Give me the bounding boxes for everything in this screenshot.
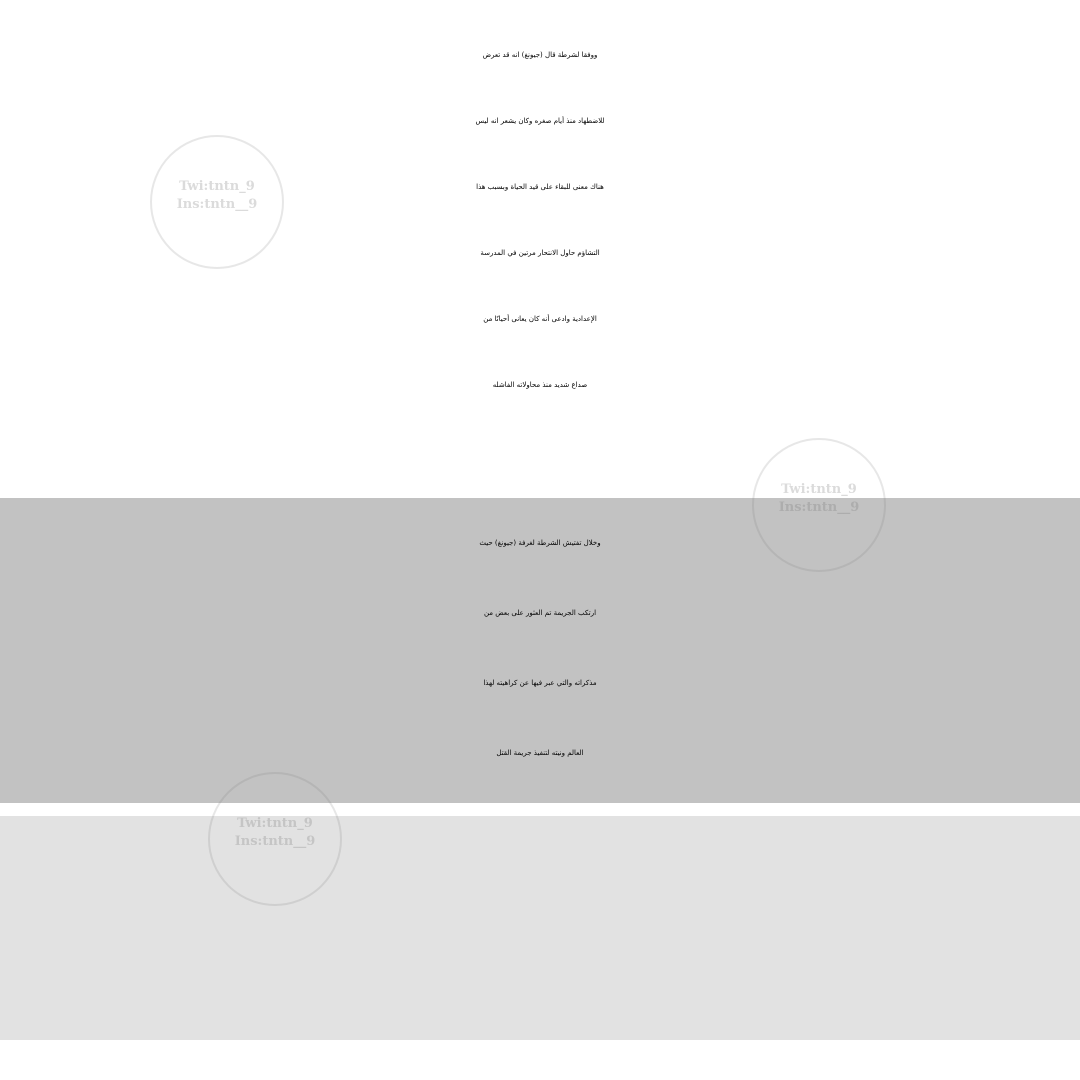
paragraph-1-line: ووفقا لشرطة قال (جيونغ) انه قد تعرض [482,51,598,59]
paragraph-1-line: صداع شديد منذ محاولاته الفاشله [492,381,588,389]
paragraph-1-line: الإعدادية وادعى أنه كان يعانى أحيانًا من [483,315,597,323]
watermark-instagram-handle: Ins:tntn__9 [176,197,258,212]
paragraph-1-line: للاضطهاد منذ أيام صغره وكان يشعر انه ليس [475,117,605,125]
paragraph-2-line: مذكراته والتي عبر فيها عن كراهيته لهذا [483,679,597,687]
paragraph-3-line [0,962,1080,1020]
paragraph-3-line [0,846,1080,904]
watermark-twitter-handle: Twi:tntn_9 [179,179,255,194]
paragraph-2-line: وخلال تفتيش الشرطة لغرفة (جيونغ) حيث [479,539,601,547]
paragraph-2-line: ارتكب الجريمة تم العثور على بعض من [483,609,597,617]
paragraph-2 [0,498,1080,803]
watermark-instagram-handle: Ins:tntn__9 [234,834,316,849]
paragraph-1-line: هناك معنى للبقاء على قيد الحياة وبسبب هذا [476,183,604,191]
paragraph-3-line [0,904,1080,962]
watermark-instagram-handle: Ins:tntn__9 [778,500,860,515]
paragraph-2-line: العالم ونيته لتنفيذ جريمة القتل [496,749,584,757]
paragraph-1 [0,22,1080,497]
paragraph-1-line: التشاؤم حاول الانتحار مرتين في المدرسة [480,249,600,257]
paragraph-3 [0,816,1080,1040]
watermark-twitter-handle: Twi:tntn_9 [237,816,313,831]
watermark-twitter-handle: Twi:tntn_9 [781,482,857,497]
